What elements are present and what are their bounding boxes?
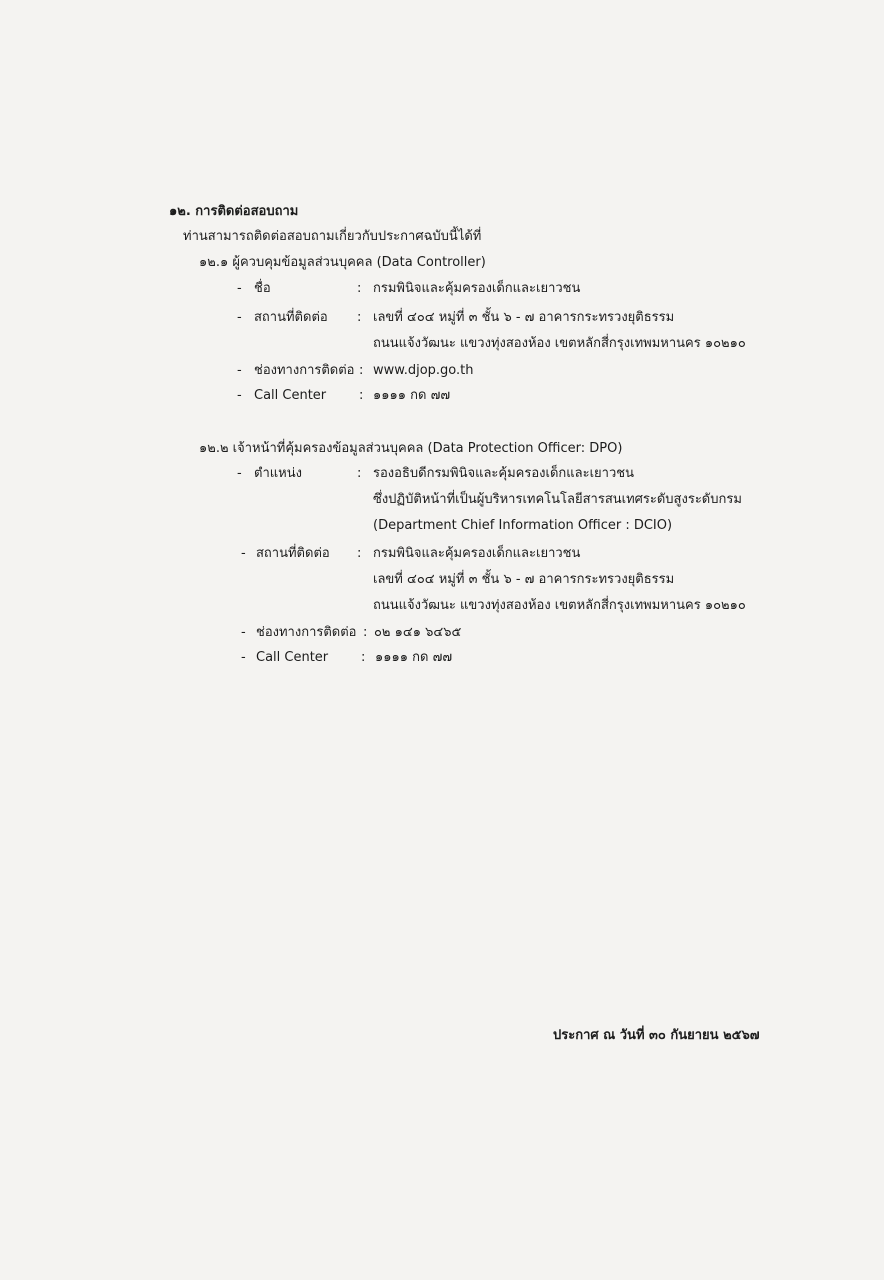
colon: : [363,625,368,640]
controller-name-label: ชื่อ [254,281,271,296]
bullet: - [241,625,246,640]
colon: : [357,310,362,325]
dpo-address-label: สถานที่ติดต่อ [256,546,330,561]
dpo-address-line-3: ถนนแจ้งวัฒนะ แขวงทุ่งสองห้อง เขตหลักสี่กรุงเทพมหานคร ๑๐๒๑๐ [373,598,746,613]
section-heading: ๑๒. การติดต่อสอบถาม [169,204,299,219]
bullet: - [237,388,242,403]
colon: : [359,363,364,378]
controller-callcenter-value: ๑๑๑๑ กด ๗๗ [373,388,451,403]
colon: : [357,281,362,296]
dpo-title: ๑๒.๒ เจ้าหน้าที่คุ้มครองข้อมูลส่วนบุคคล (Data Protection Officer: DPO) [199,441,623,456]
section-intro: ท่านสามารถติดต่อสอบถามเกี่ยวกับประกาศฉบับนี้ได้ที่ [183,229,482,244]
colon: : [359,388,364,403]
colon: : [357,546,362,561]
dpo-phone-value: ๐๒ ๑๔๑ ๖๔๖๕ [374,625,462,640]
controller-address-line-1: เลขที่ ๔๐๔ หมู่ที่ ๓ ชั้น ๖ - ๗ อาคารกระทรวงยุติธรรม [373,310,675,325]
colon: : [361,650,366,665]
bullet: - [237,466,242,481]
dpo-position-line-3: (Department Chief Information Officer : DCIO) [373,518,673,533]
controller-address-line-2: ถนนแจ้งวัฒนะ แขวงทุ่งสองห้อง เขตหลักสี่กรุงเทพมหานคร ๑๐๒๑๐ [373,336,746,351]
dpo-callcenter-value: ๑๑๑๑ กด ๗๗ [375,650,453,665]
controller-name-value: กรมพินิจและคุ้มครองเด็กและเยาวชน [373,281,581,296]
bullet: - [241,650,246,665]
dpo-callcenter-label: Call Center [256,650,329,665]
bullet: - [237,363,242,378]
controller-title: ๑๒.๑ ผู้ควบคุมข้อมูลส่วนบุคคล (Data Controller) [199,255,486,270]
bullet: - [237,281,242,296]
dpo-address-line-1: กรมพินิจและคุ้มครองเด็กและเยาวชน [373,546,581,561]
dpo-position-line-1: รองอธิบดีกรมพินิจและคุ้มครองเด็กและเยาวชน [373,466,634,481]
controller-channel-label: ช่องทางการติดต่อ [254,363,355,378]
announcement-date: ประกาศ ณ วันที่ ๓๐ กันยายน ๒๕๖๗ [553,1028,760,1043]
bullet: - [241,546,246,561]
controller-website-link[interactable]: www.djop.go.th [373,363,474,378]
dpo-address-line-2: เลขที่ ๔๐๔ หมู่ที่ ๓ ชั้น ๖ - ๗ อาคารกระทรวงยุติธรรม [373,572,675,587]
controller-address-label: สถานที่ติดต่อ [254,310,328,325]
colon: : [357,466,362,481]
dpo-position-line-2: ซึ่งปฏิบัติหน้าที่เป็นผู้บริหารเทคโนโลยีสารสนเทศระดับสูงระดับกรม [373,492,742,507]
controller-callcenter-label: Call Center [254,388,327,403]
dpo-position-label: ตำแหน่ง [254,466,302,481]
bullet: - [237,310,242,325]
dpo-channel-label: ช่องทางการติดต่อ [256,625,357,640]
